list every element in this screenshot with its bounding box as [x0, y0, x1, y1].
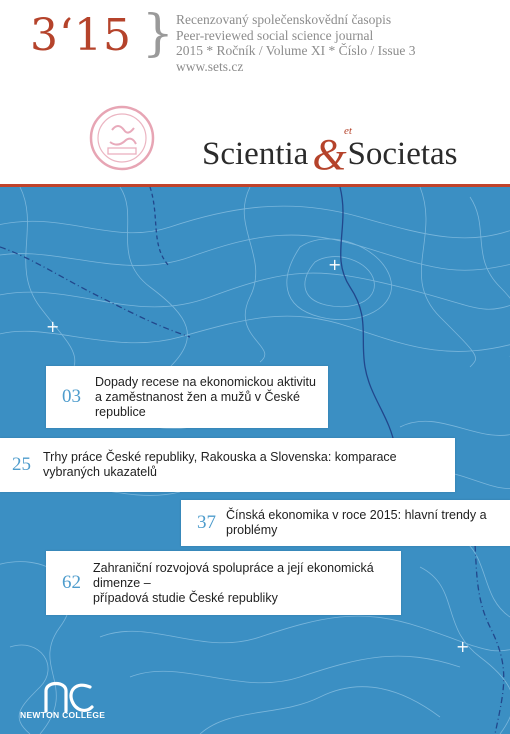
library-stamp-icon	[86, 102, 158, 174]
article-page-number: 03	[62, 386, 81, 407]
journal-volume-issue: 2015 * Ročník / Volume XI * Číslo / Issue 3	[176, 43, 416, 58]
journal-title	[202, 125, 458, 179]
article-title-line: případová studie České republiky	[93, 590, 278, 605]
journal-title-scientia: Scientia	[202, 136, 309, 172]
plus-icon: +	[456, 637, 470, 656]
article-page-number: 62	[62, 572, 81, 593]
article-page-number: 37	[197, 512, 216, 533]
journal-subtitle-cz: Recenzovaný společenskovědní časopis	[176, 12, 392, 27]
journal-title-et: et	[344, 125, 352, 137]
issue-brace: }	[142, 4, 174, 62]
article-title	[43, 450, 455, 480]
plus-icon: +	[46, 317, 60, 336]
journal-title-ampersand: &	[312, 130, 347, 179]
article-title	[95, 375, 328, 420]
journal-title-societas: Societas	[347, 136, 458, 172]
article-title-line: Trhy práce České republiky, Rakouska a Slovenska: komparace vybraných ukazatelů	[43, 450, 397, 479]
article-page-number: 25	[12, 454, 31, 475]
issue-number: 3‘15	[30, 10, 132, 61]
article-title	[93, 561, 401, 606]
article-entry[interactable]	[181, 500, 510, 546]
plus-icon: +	[328, 255, 342, 274]
article-title-line: Čínská ekonomika v roce 2015: hlavní trendy a problémy	[226, 508, 487, 537]
journal-subtitle-en: Peer-reviewed social science journal	[176, 27, 374, 43]
journal-info	[176, 12, 416, 74]
article-title-line: Dopady recese na ekonomickou aktivitu	[95, 374, 316, 389]
article-entry[interactable]	[46, 366, 328, 428]
article-entry[interactable]	[46, 551, 401, 615]
publisher-name: NEWTON COLLEGE	[20, 710, 106, 720]
article-title-line: a zaměstnanost žen a mužů v České republice	[95, 389, 300, 419]
article-title	[226, 508, 510, 538]
article-entry[interactable]	[0, 438, 455, 492]
article-title-line: Zahraniční rozvojová spolupráce a její ekonomická dimenze –	[93, 560, 374, 590]
journal-website: www.sets.cz	[176, 58, 244, 74]
